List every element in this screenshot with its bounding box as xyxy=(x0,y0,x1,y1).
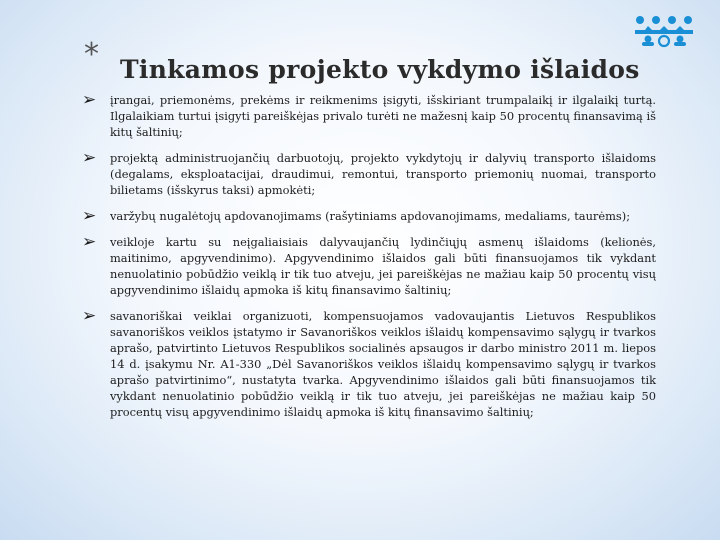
bullet-text: veikloje kartu su neįgaliaisiais dalyvaujančių lydinčiųjų asmenų išlaidoms (kelionės, maitinimo, apgyvendinimo). Apgyvendinimo išlaidos gali būti finansuojamos tik vykdant nenuolatinio pobūdžio veiklą ir tik tuo atveju, jei pareiškėjas ne mažiau kaip 50 procentų visų apgyvendinimo išlaidų apmoka iš kitų finansavimo šaltinių; xyxy=(110,235,656,297)
bullet-text: savanoriškai veiklai organizuoti, kompensuojamos vadovaujantis Lietuvos Respublikos savanoriškos veiklos įstatymo ir Savanoriškos veiklos išlaidų kompensavimo sąlygų ir tvarkos aprašo, patvirtinto Lietuvos Respublikos socialinės apsaugos ir darbo ministro 2011 m. liepos 14 d. įsakymu Nr. A1-330 „Dėl Savanoriškos veiklos išlaidų kompensavimo sąlygų ir tvarkos aprašo patvirtinimo“, nustatyta tvarka. Apgyvendinimo išlaidos gali būti finansuojamos tik vykdant nenuolatinio pobūdžio veiklą ir tik tuo atveju, jei pareiškėjas ne mažiau kaip 50 procentų visų apgyvendinimo išlaidų apmoka iš kitų finansavimo šaltinių; xyxy=(110,309,656,419)
bullet-item xyxy=(82,234,656,298)
bullet-list xyxy=(82,92,656,430)
bullet-text: įrangai, priemonėms, prekėms ir reikmenims įsigyti, išskiriant trumpalaikį ir ilgalaikį turtą. Ilgalaikiam turtui įsigyti pareiškėjas privalo turėti ne mažesnį kaip 50 procentų finansavimą iš kitų šaltinių; xyxy=(110,93,656,139)
slide-title: Tinkamos projekto vykdymo išlaidos xyxy=(120,55,640,84)
bullet-item xyxy=(82,308,656,420)
arrow-bullet-icon: ➢ xyxy=(82,148,97,168)
bullet-text: varžybų nugalėtojų apdovanojimams (rašytiniams apdovanojimams, medaliams, taurėms); xyxy=(110,209,631,223)
bullet-text: projektą administruojančių darbuotojų, projekto vykdytojų ir dalyvių transporto išlaidoms (degalams, eksploatacijai, draudimui, remontui, transporto priemonių nuomai, transporto bilietams (išskyrus taksi) apmokėti; xyxy=(110,151,656,197)
asterisk-marker: * xyxy=(84,37,99,72)
arrow-bullet-icon: ➢ xyxy=(82,206,97,226)
bullet-item xyxy=(82,208,656,224)
arrow-bullet-icon: ➢ xyxy=(82,306,97,326)
arrow-bullet-icon: ➢ xyxy=(82,232,97,252)
bullet-item xyxy=(82,92,656,140)
bullet-item xyxy=(82,150,656,198)
people-network-logo-icon xyxy=(634,14,694,48)
arrow-bullet-icon: ➢ xyxy=(82,90,97,110)
